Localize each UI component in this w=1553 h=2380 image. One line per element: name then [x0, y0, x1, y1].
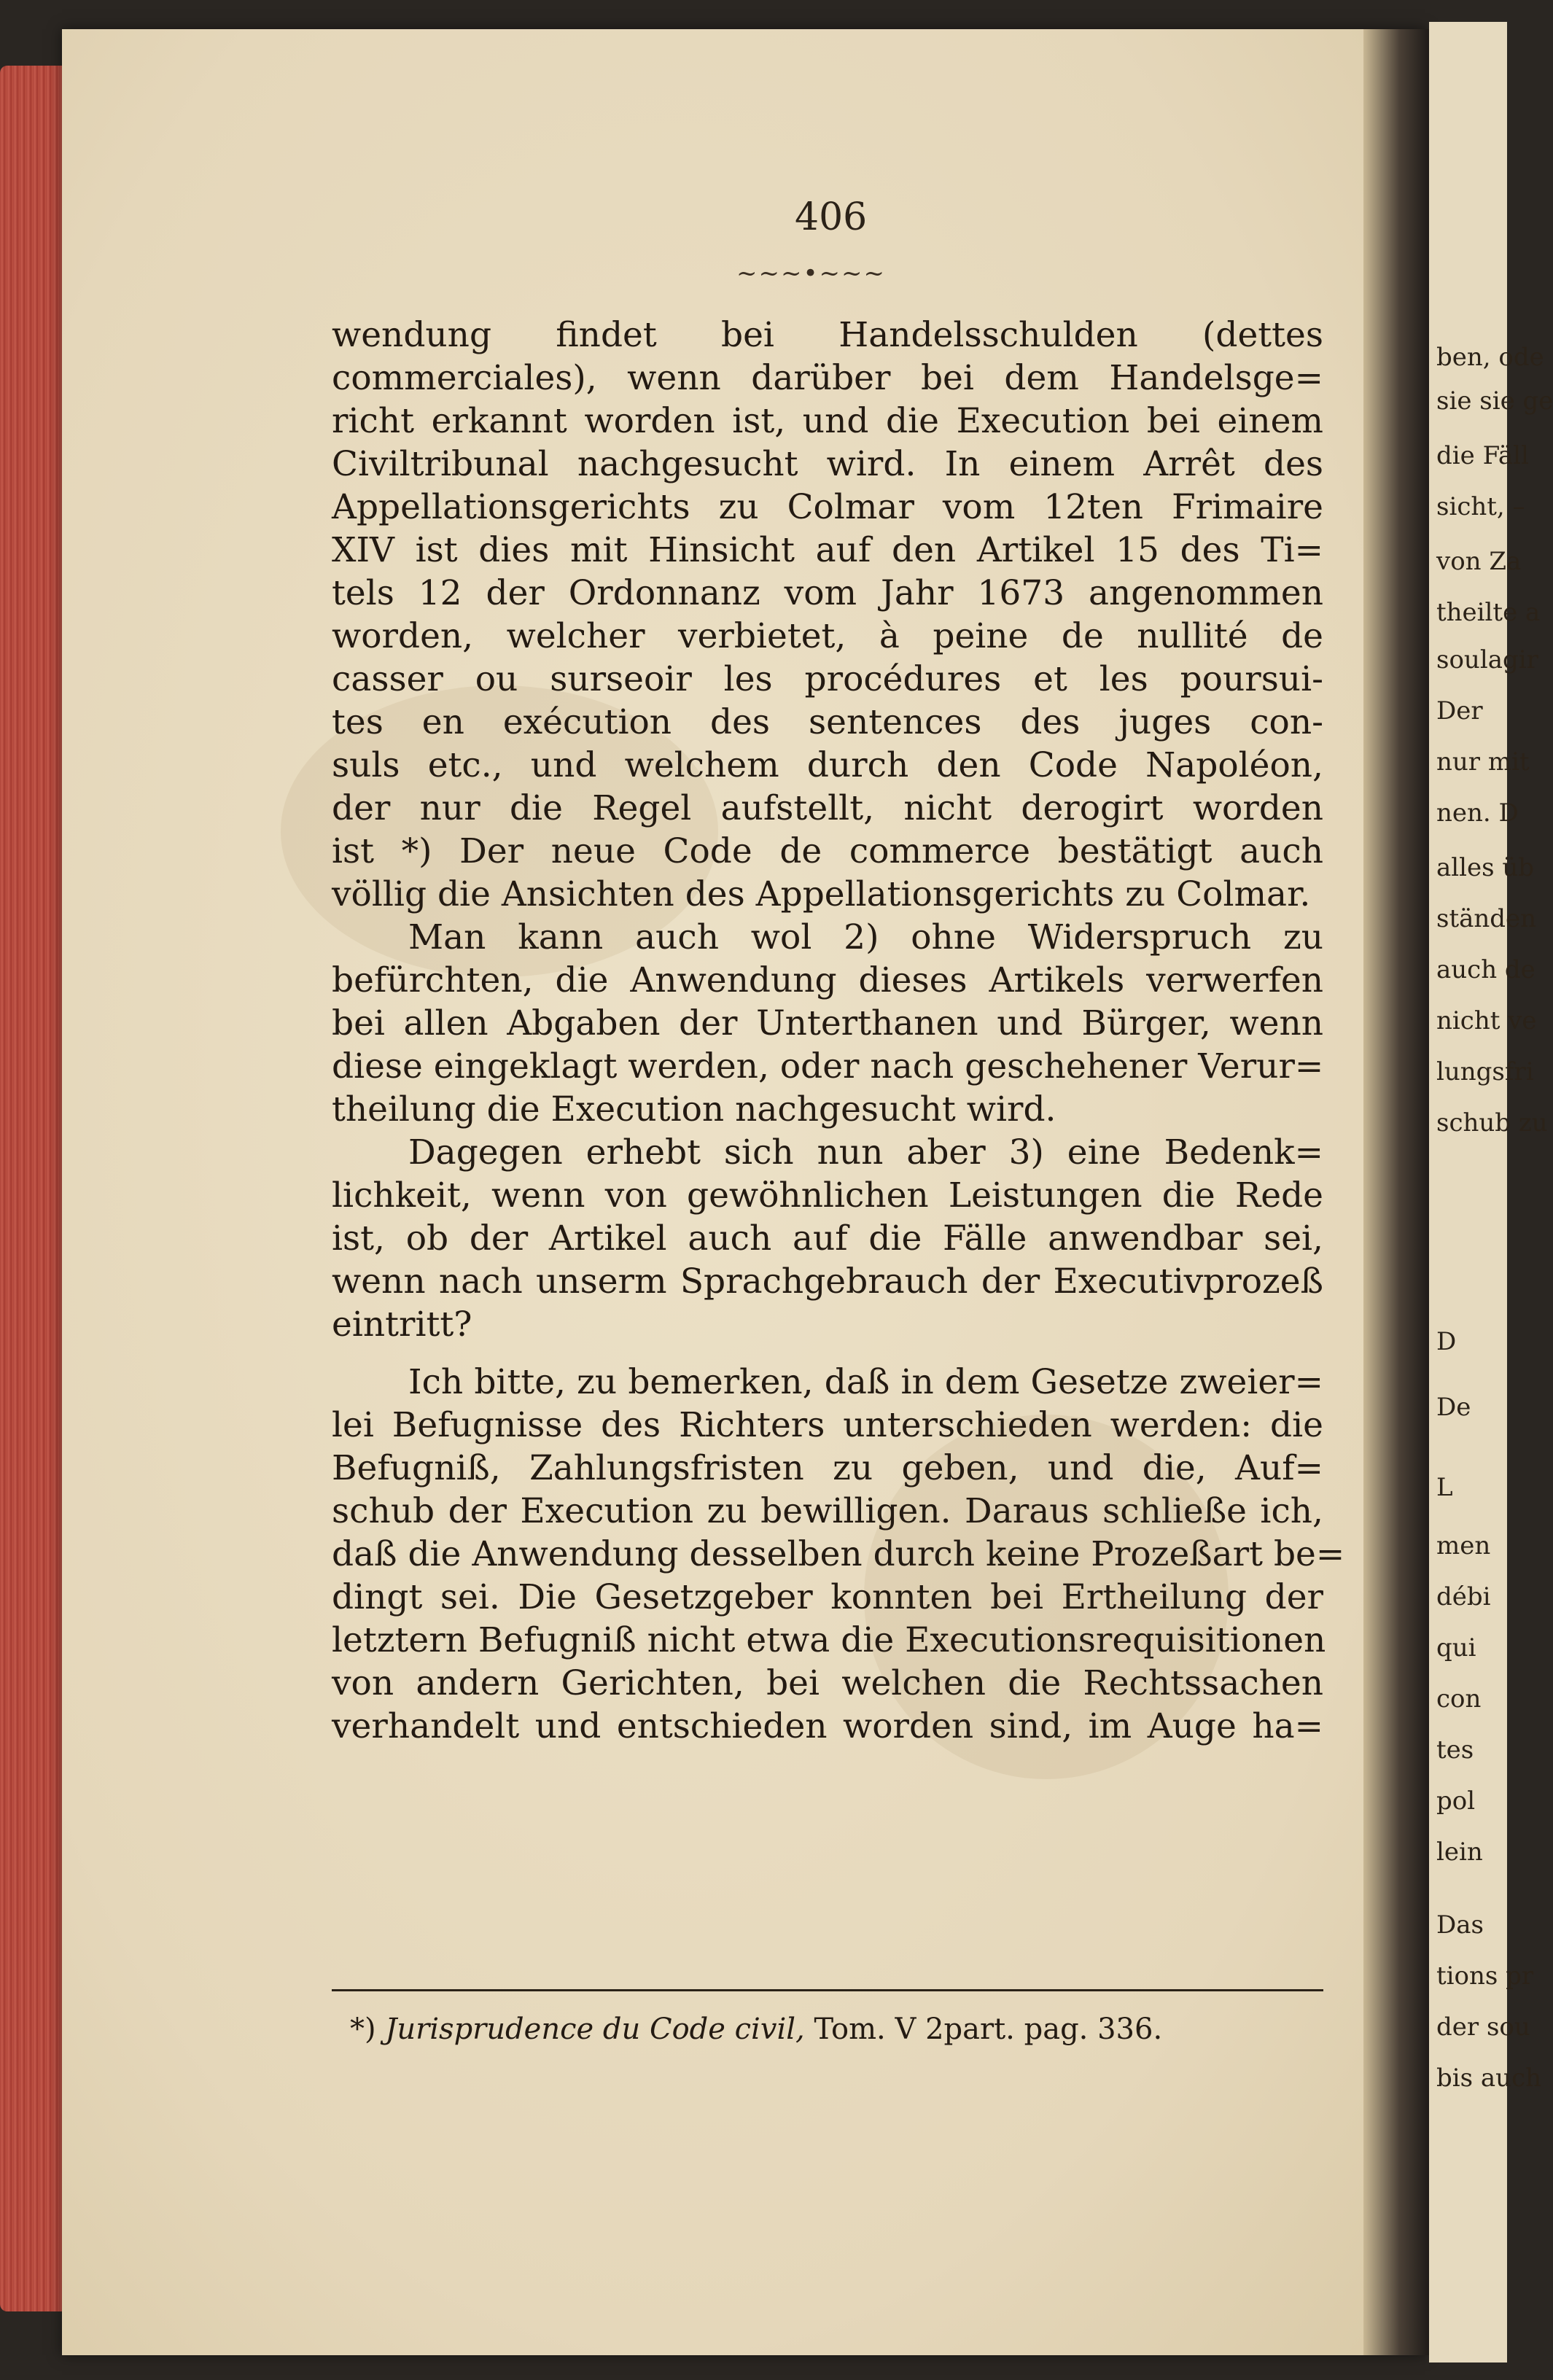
text-line: der nur die Regel aufstellt, nicht derogirt worden	[332, 788, 1323, 828]
text-line: Dagegen erhebt sich nun aber 3) eine Bedenk=	[408, 1132, 1323, 1172]
facing-line: die Fäll	[1436, 441, 1529, 470]
text-line: wenn nach unserm Sprachgebrauch der Executivprozeß	[332, 1261, 1323, 1302]
facing-line: pol	[1436, 1786, 1476, 1816]
facing-line: tions pr	[1436, 1961, 1534, 1991]
page-edge-red	[0, 66, 69, 2311]
text-line: eintritt?	[332, 1304, 472, 1345]
facing-line: De	[1436, 1393, 1471, 1422]
facing-line: ben, ode	[1436, 343, 1544, 372]
text-line: verhandelt und entschieden worden sind, im Auge ha=	[332, 1706, 1323, 1746]
text-line: Befugniß, Zahlungsfristen zu geben, und die, Auf=	[332, 1448, 1323, 1488]
text-line: Man kann auch wol 2) ohne Widerspruch zu	[408, 917, 1323, 957]
facing-line: bis auch	[1436, 2064, 1542, 2093]
page-number: 406	[795, 195, 868, 239]
book-gutter	[1363, 29, 1429, 2355]
facing-line: nur mit	[1436, 747, 1530, 777]
facing-line: nicht ve	[1436, 1006, 1537, 1035]
facing-line: schub zu	[1436, 1108, 1548, 1138]
facing-line: tes	[1436, 1735, 1474, 1765]
facing-line: débi	[1436, 1582, 1491, 1611]
text-line: XIV ist dies mit Hinsicht auf den Artikel 15 des Ti=	[332, 530, 1323, 570]
facing-line: Der	[1436, 696, 1483, 726]
facing-line: lein	[1436, 1838, 1483, 1867]
text-line: bei allen Abgaben der Unterthanen und Bürger, wenn	[332, 1003, 1323, 1043]
facing-line: soulagir	[1436, 645, 1538, 674]
facing-line: sie sie ge	[1436, 386, 1553, 416]
text-line: schub der Execution zu bewilligen. Daraus schließe ich,	[332, 1491, 1323, 1531]
facing-line: L	[1436, 1473, 1453, 1502]
facing-line: theilte a	[1436, 598, 1541, 627]
text-line: von andern Gerichten, bei welchen die Rechtssachen	[332, 1663, 1323, 1703]
facing-line: men	[1436, 1531, 1491, 1560]
footnote-marker: *)	[350, 2012, 376, 2046]
text-line: daß die Anwendung desselben durch keine Prozeßart be=	[332, 1534, 1345, 1574]
facing-line: sicht, –	[1436, 492, 1525, 521]
text-line: befürchten, die Anwendung dieses Artikels verwerfen	[332, 960, 1323, 1000]
text-line: völlig die Ansichten des Appellationsgerichts zu Colmar.	[332, 874, 1311, 914]
text-line: dingt sei. Die Gesetzgeber konnten bei Ertheilung der	[332, 1577, 1323, 1617]
text-line: suls etc., und welchem durch den Code Napoléon,	[332, 745, 1323, 785]
text-line: wendung findet bei Handelsschulden (dettes	[332, 315, 1323, 355]
text-line: casser ou surseoir les procédures et les poursui-	[332, 659, 1323, 699]
text-line: tes en exécution des sentences des juges con-	[332, 702, 1323, 742]
footnote	[350, 2012, 1327, 2046]
footnote-source: Jurisprudence du Code civil,	[385, 2012, 805, 2046]
text-line: theilung die Execution nachgesucht wird.	[332, 1089, 1056, 1129]
text-line: commerciales), wenn darüber bei dem Handelsge=	[332, 358, 1323, 398]
facing-line: alles üb	[1436, 853, 1535, 882]
text-line: lichkeit, wenn von gewöhnlichen Leistungen die Rede	[332, 1175, 1323, 1216]
text-line: Civiltribunal nachgesucht wird. In einem Arrêt des	[332, 444, 1323, 484]
text-line: worden, welcher verbietet, à peine de nullité de	[332, 616, 1323, 656]
text-line: Appellationsgerichts zu Colmar vom 12ten Frimaire	[332, 487, 1323, 527]
facing-line: Das	[1436, 1910, 1484, 1940]
facing-line: auch de	[1436, 955, 1536, 984]
facing-line: von Za	[1436, 547, 1522, 576]
footnote-volume: Tom. V 2part. pag. 336.	[814, 2012, 1163, 2046]
facing-line: con	[1436, 1684, 1482, 1714]
text-line: Ich bitte, zu bemerken, daß in dem Gesetze zweier=	[408, 1362, 1323, 1402]
body-text	[332, 314, 1345, 1748]
facing-line: ständen	[1436, 904, 1537, 933]
facing-line: D	[1436, 1327, 1457, 1356]
text-line: lei Befugnisse des Richters unterschieden werden: die	[332, 1405, 1323, 1445]
text-line: ist, ob der Artikel auch auf die Fälle anwendbar sei,	[332, 1218, 1323, 1259]
text-line: letztern Befugniß nicht etwa die Executionsrequisitionen	[332, 1620, 1326, 1660]
text-line: tels 12 der Ordonnanz vom Jahr 1673 angenommen	[332, 573, 1323, 613]
text-line: diese eingeklagt werden, oder nach geschehener Verur=	[332, 1046, 1324, 1086]
text-line: ist *) Der neue Code de commerce bestätigt auch	[332, 831, 1323, 871]
facing-line: nen. D	[1436, 798, 1519, 828]
text-line: richt erkannt worden ist, und die Execution bei einem	[332, 401, 1323, 441]
facing-line: lungsfri	[1436, 1057, 1534, 1086]
facing-line: qui	[1436, 1633, 1476, 1662]
facing-line: der sou	[1436, 2012, 1530, 2042]
ornament-divider: ~~~•~~~	[736, 259, 886, 288]
facing-page-fragment	[1429, 22, 1553, 2362]
footnote-separator	[332, 1989, 1323, 1991]
